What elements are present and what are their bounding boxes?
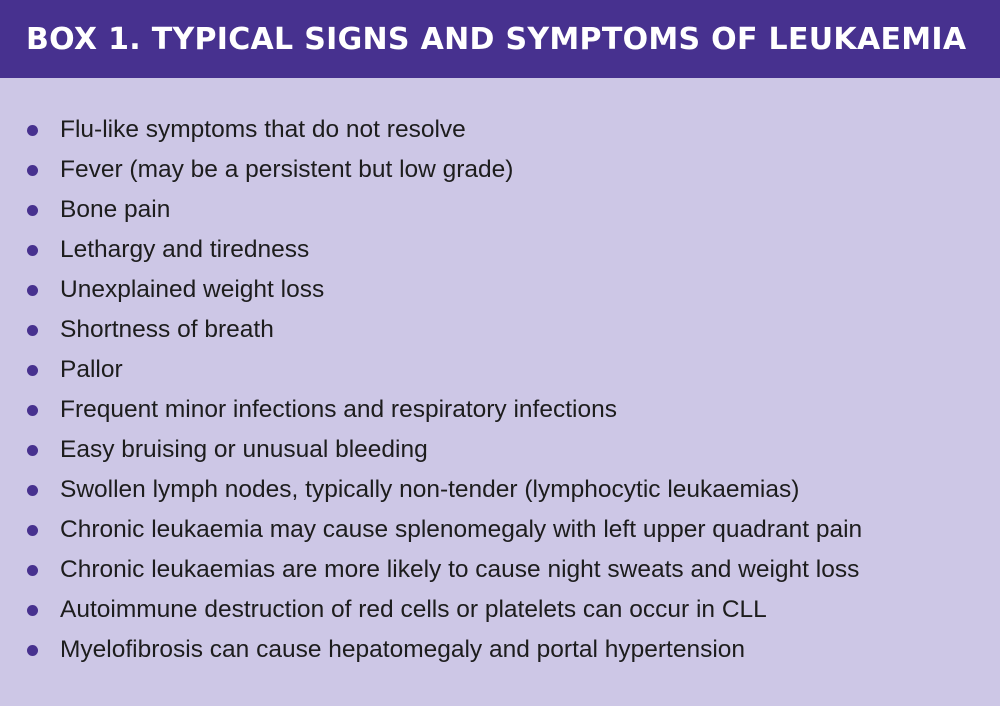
list-item: [26, 390, 980, 430]
list-item: [26, 470, 980, 510]
bullet-icon: [27, 565, 38, 576]
list-item: [26, 350, 980, 390]
bullet-icon: [27, 205, 38, 216]
box-title: BOX 1. TYPICAL SIGNS AND SYMPTOMS OF LEUKAEMIA: [26, 21, 967, 57]
list-item-text: Lethargy and tiredness: [60, 236, 310, 263]
bullet-icon: [27, 125, 38, 136]
list-item-text: Autoimmune destruction of red cells or platelets can occur in CLL: [60, 596, 767, 623]
box-header: [0, 0, 1000, 78]
list-item-text: Swollen lymph nodes, typically non-tender (lymphocytic leukaemias): [60, 476, 800, 503]
list-item: [26, 510, 980, 550]
list-item-text: Chronic leukaemia may cause splenomegaly with left upper quadrant pain: [60, 516, 863, 543]
bullet-icon: [27, 365, 38, 376]
bullet-icon: [27, 245, 38, 256]
list-item-text: Chronic leukaemias are more likely to cause night sweats and weight loss: [60, 556, 860, 583]
list-item: [26, 190, 980, 230]
list-item: [26, 150, 980, 190]
list-item-text: Flu-like symptoms that do not resolve: [60, 116, 466, 143]
bullet-icon: [27, 285, 38, 296]
list-item-text: Bone pain: [60, 196, 171, 223]
bullet-icon: [27, 485, 38, 496]
list-item: [26, 630, 980, 670]
bullet-icon: [27, 405, 38, 416]
list-item-text: Frequent minor infections and respiratory infections: [60, 396, 617, 423]
list-item-text: Fever (may be a persistent but low grade): [60, 156, 514, 183]
list-item: [26, 590, 980, 630]
bullet-icon: [27, 605, 38, 616]
bullet-icon: [27, 325, 38, 336]
list-item-text: Unexplained weight loss: [60, 276, 325, 303]
list-item-text: Easy bruising or unusual bleeding: [60, 436, 428, 463]
list-item-text: Pallor: [60, 356, 123, 383]
bullet-icon: [27, 645, 38, 656]
list-item: [26, 310, 980, 350]
symptom-list: [26, 110, 980, 670]
list-item: [26, 230, 980, 270]
bullet-icon: [27, 445, 38, 456]
list-item: [26, 430, 980, 470]
list-item: [26, 550, 980, 590]
bullet-icon: [27, 525, 38, 536]
list-item: [26, 270, 980, 310]
list-item-text: Shortness of breath: [60, 316, 274, 343]
list-item-text: Myelofibrosis can cause hepatomegaly and portal hypertension: [60, 636, 746, 663]
bullet-icon: [27, 165, 38, 176]
list-item: [26, 110, 980, 150]
